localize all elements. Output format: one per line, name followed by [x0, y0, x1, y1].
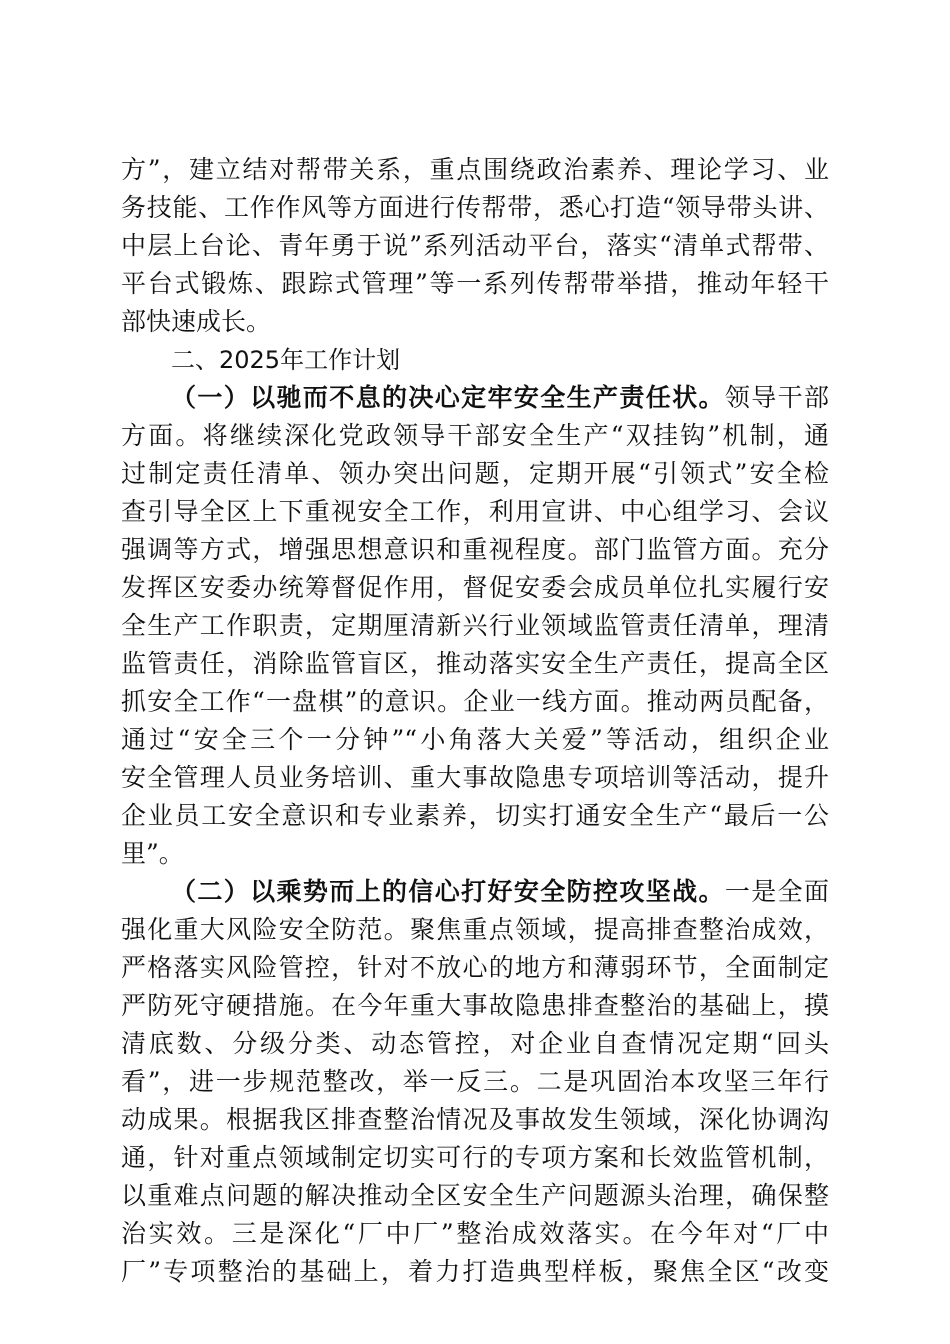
paragraph-line: 里”。 [121, 839, 184, 868]
section1-lead: （一）以驰而不息的决心定牢安全生产责任状。 [171, 383, 725, 412]
paragraph-line: 发挥区安委办统筹督促作用，督促安委会成员单位扎实履行安 [121, 573, 829, 602]
document-body [121, 151, 829, 1291]
section2-lead: （二）以乘势而上的信心打好安全防控攻坚战。 [171, 877, 725, 906]
paragraph-line: 企业员工安全意识和专业素养，切实打通安全生产“最后一公 [121, 801, 829, 830]
paragraph-line: 看”，进一步规范整改，举一反三。二是巩固治本攻坚三年行 [121, 1067, 829, 1096]
paragraph-line: 监管责任，消除监管盲区，推动落实安全生产责任，提高全区 [121, 649, 829, 678]
section2-first-line [121, 873, 829, 911]
paragraph-line: 强化重大风险安全防范。聚焦重点领域，提高排查整治成效， [121, 915, 829, 944]
section2-first-line-rest: 一是全面 [724, 877, 829, 906]
paragraph-line: 方”，建立结对帮带关系，重点围绕政治素养、理论学习、业 [121, 155, 829, 184]
paragraph-line: 过制定责任清单、领办突出问题，定期开展“引领式”安全检 [121, 459, 829, 488]
paragraph-line: 清底数、分级分类、动态管控，对企业自查情况定期“回头 [121, 1029, 829, 1058]
section-heading: 二、2025年工作计划 [171, 346, 401, 374]
paragraph-line: 通过“安全三个一分钟”“小角落大关爱”等活动，组织企业 [121, 725, 829, 754]
paragraph-line: 查引导全区上下重视安全工作，利用宣讲、中心组学习、会议 [121, 497, 829, 526]
paragraph-line: 严格落实风险管控，针对不放心的地方和薄弱环节，全面制定 [121, 953, 829, 982]
paragraph-line: 通，针对重点领域制定切实可行的专项方案和长效监管机制， [121, 1143, 829, 1172]
paragraph-line: 部快速成长。 [121, 307, 272, 336]
section1-first-line-rest: 领导干部 [724, 383, 829, 412]
paragraph-line: 方面。将继续深化党政领导干部安全生产“双挂钩”机制，通 [121, 421, 829, 450]
paragraph-line: 平台式锻炼、跟踪式管理”等一系列传帮带举措，推动年轻干 [121, 269, 829, 298]
paragraph-line: 严防死守硬措施。在今年重大事故隐患排查整治的基础上，摸 [121, 991, 829, 1020]
paragraph-line: 强调等方式，增强思想意识和重视程度。部门监管方面。充分 [121, 535, 829, 564]
paragraph-line: 治实效。三是深化“厂中厂”整治成效落实。在今年对“厂中 [121, 1219, 829, 1248]
paragraph-line: 动成果。根据我区排查整治情况及事故发生领域，深化协调沟 [121, 1105, 829, 1134]
paragraph-line: 全生产工作职责，定期厘清新兴行业领域监管责任清单，理清 [121, 611, 829, 640]
paragraph-line: 安全管理人员业务培训、重大事故隐患专项培训等活动，提升 [121, 763, 829, 792]
paragraph-line: 抓安全工作“一盘棋”的意识。企业一线方面。推动两员配备， [121, 687, 829, 716]
paragraph-line: 务技能、工作作风等方面进行传帮带，悉心打造“领导带头讲、 [121, 193, 829, 222]
section1-first-line [121, 379, 829, 417]
paragraph-line: 厂”专项整治的基础上，着力打造典型样板，聚焦全区“改变 [121, 1257, 829, 1286]
paragraph-line: 以重难点问题的解决推动全区安全生产问题源头治理，确保整 [121, 1181, 829, 1210]
paragraph-line: 中层上台论、青年勇于说”系列活动平台，落实“清单式帮带、 [121, 231, 829, 260]
